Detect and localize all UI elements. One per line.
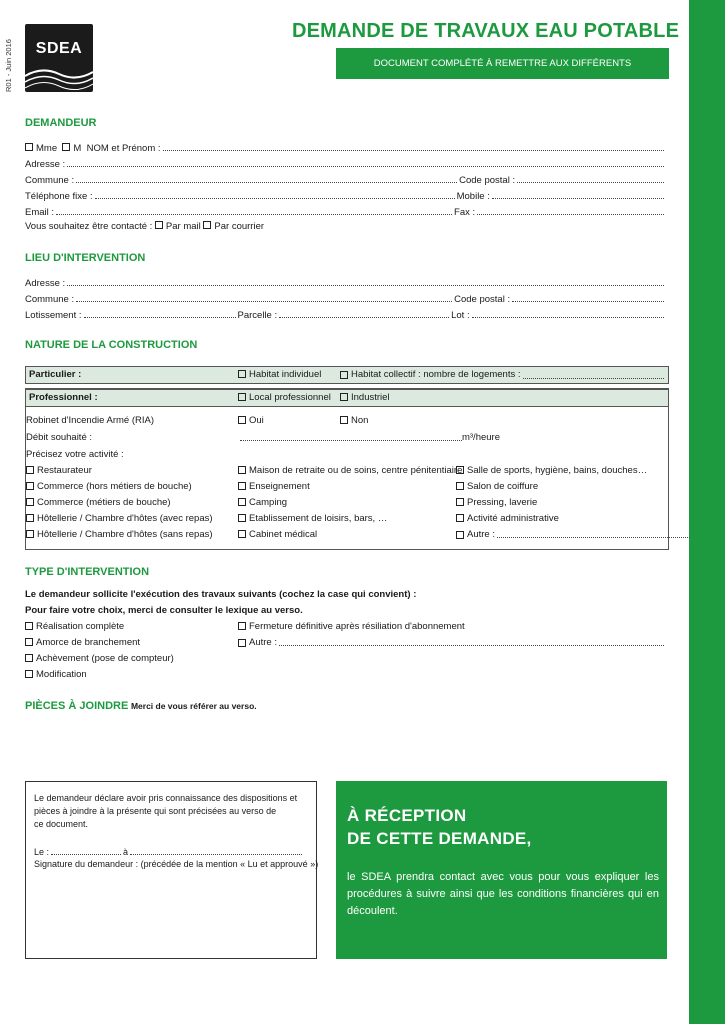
commune-field[interactable]	[76, 173, 457, 183]
parcelle-field[interactable]	[279, 308, 449, 318]
activity-label: Hôtellerie / Chambre d'hôtes (sans repas)	[37, 529, 213, 540]
email-line	[25, 205, 666, 219]
tel-label: Téléphone fixe :	[25, 191, 93, 202]
type-option-label: Amorce de branchement	[36, 637, 141, 648]
subtitle-banner: DOCUMENT COMPLÉTÉ À REMETTRE AUX DIFFÉRENTS DESTINATAIRES	[336, 48, 669, 79]
lotissement-line	[25, 308, 666, 322]
email-label: Email :	[25, 207, 55, 218]
ria-label: Robinet d'Incendie Armé (RIA)	[26, 415, 155, 426]
activity-checkbox[interactable]	[238, 482, 246, 490]
debit-field[interactable]	[240, 431, 462, 441]
commune-line	[25, 173, 666, 187]
type-intro-2: Pour faire votre choix, merci de consulter le lexique au verso.	[25, 605, 303, 616]
ria-oui-checkbox[interactable]	[238, 416, 246, 424]
m-label: M	[73, 143, 82, 154]
type-autre-checkbox[interactable]	[238, 639, 246, 647]
activity-item	[238, 480, 310, 494]
email-field[interactable]	[56, 205, 452, 215]
professionnel-label: Professionnel :	[29, 392, 98, 403]
adresse-label: Adresse :	[25, 159, 66, 170]
reception-panel	[336, 781, 667, 959]
type-option-checkbox[interactable]	[25, 622, 33, 630]
activity-item	[456, 496, 537, 510]
adresse-line	[25, 157, 666, 171]
precisez-label: Précisez votre activité :	[26, 449, 124, 460]
debit-label: Débit souhaité :	[26, 432, 93, 443]
logements-field[interactable]	[523, 368, 664, 379]
activity-item	[456, 464, 647, 478]
type-option-label: Réalisation complète	[36, 621, 125, 632]
type-intro-1: Le demandeur sollicite l'exécution des travaux suivants (cochez la case qui convient) :	[25, 589, 417, 600]
activity-autre-field[interactable]	[497, 528, 690, 538]
date-field[interactable]	[51, 845, 121, 855]
activity-item	[238, 496, 287, 510]
type-autre-field[interactable]	[279, 636, 664, 646]
type-option-checkbox[interactable]	[25, 638, 33, 646]
activity-checkbox[interactable]	[238, 514, 246, 522]
activity-item	[456, 512, 559, 526]
type-option-item	[25, 668, 87, 682]
mme-checkbox[interactable]	[25, 143, 33, 151]
activity-label: Cabinet médical	[249, 529, 318, 540]
side-color-bar	[689, 0, 725, 1024]
lotissement-label: Lotissement :	[25, 310, 82, 321]
type-option-item	[25, 636, 140, 650]
type-option-item	[25, 652, 174, 666]
name-line	[25, 141, 666, 155]
local-pro-label: Local professionnel	[249, 392, 331, 403]
activity-checkbox[interactable]	[456, 531, 464, 539]
habitat-individuel-label: Habitat individuel	[249, 369, 322, 380]
activity-label: Salon de coiffure	[467, 481, 539, 492]
lieu-commune-field[interactable]	[76, 292, 452, 302]
habitat-individuel-checkbox[interactable]	[238, 370, 246, 378]
particulier-label: Particulier :	[29, 369, 82, 380]
activity-checkbox[interactable]	[26, 482, 34, 490]
activity-item	[26, 464, 92, 478]
activity-item	[238, 464, 462, 478]
reception-title-1: À RÉCEPTION	[347, 806, 467, 825]
activity-checkbox[interactable]	[238, 466, 246, 474]
type-option-checkbox[interactable]	[25, 654, 33, 662]
activity-item	[26, 512, 213, 526]
reception-text: le SDEA prendra contact avec vous pour vous expliquer les procédures à suivre ainsi que les conditions financières qui en découlent.	[347, 871, 659, 917]
activity-checkbox[interactable]	[238, 530, 246, 538]
type-option-checkbox[interactable]	[25, 670, 33, 678]
logo-text: SDEA	[35, 40, 83, 57]
type-option-item	[25, 620, 124, 634]
section-pieces-title: PIÈCES À JOINDRE	[25, 700, 129, 712]
lieu-field[interactable]	[130, 845, 302, 855]
ria-non-checkbox[interactable]	[340, 416, 348, 424]
page-title: DEMANDE DE TRAVAUX EAU POTABLE	[292, 20, 680, 42]
activity-item	[238, 512, 387, 526]
habitat-collectif-label: Habitat collectif : nombre de logements :	[351, 369, 521, 380]
activity-item	[238, 528, 317, 542]
section-demandeur-title: DEMANDEUR	[25, 117, 97, 129]
activity-checkbox[interactable]	[456, 498, 464, 506]
logo-wave-icon	[25, 62, 93, 92]
lotissement-field[interactable]	[84, 308, 236, 318]
type-option-label: Achèvement (pose de compteur)	[36, 653, 174, 664]
activity-label: Maison de retraite ou de soins, centre pénitentiaire	[249, 465, 463, 476]
activity-item	[26, 496, 171, 510]
mme-label: Mme	[36, 143, 58, 154]
activity-item	[26, 480, 192, 494]
particulier-row	[25, 366, 669, 384]
mobile-field[interactable]	[492, 189, 664, 199]
lieu-adresse-line	[25, 276, 666, 290]
signature-box	[25, 781, 317, 959]
pieces-note: Merci de vous référer au verso.	[130, 701, 257, 711]
activity-label: Activité administrative	[467, 513, 559, 524]
lieu-adresse-field[interactable]	[67, 276, 664, 286]
fax-field[interactable]	[477, 205, 664, 215]
activity-item	[456, 528, 692, 542]
lieu-adresse-label: Adresse :	[25, 278, 66, 289]
lieu-code-postal-field[interactable]	[512, 292, 664, 302]
section-nature-title: NATURE DE LA CONSTRUCTION	[25, 339, 198, 351]
nom-field[interactable]	[163, 141, 664, 151]
activity-label: Commerce (métiers de bouche)	[37, 497, 171, 508]
le-label: Le :	[34, 847, 50, 857]
par-courrier-checkbox[interactable]	[203, 221, 211, 229]
activity-label: Restaurateur	[37, 465, 92, 476]
lieu-commune-line	[25, 292, 666, 306]
lot-field[interactable]	[472, 308, 664, 318]
mobile-label: Mobile :	[456, 191, 490, 202]
activity-label: Etablissement de loisirs, bars, …	[249, 513, 388, 524]
code-postal-field[interactable]	[517, 173, 664, 183]
sign-text-1: Le demandeur déclare avoir pris connaissance des dispositions et	[34, 793, 298, 803]
activity-label: Camping	[249, 497, 288, 508]
par-mail-checkbox[interactable]	[155, 221, 163, 229]
nom-label: NOM et Prénom :	[86, 143, 161, 154]
activity-checkbox[interactable]	[456, 466, 464, 474]
debit-unit: m³/heure	[461, 432, 500, 443]
sign-text-3: ce document.	[34, 819, 89, 829]
activity-checkbox[interactable]	[26, 498, 34, 506]
activity-label: Autre :	[467, 529, 495, 540]
activity-label: Enseignement	[249, 481, 310, 492]
par-mail-label: Par mail	[165, 221, 201, 232]
professional-details-box	[25, 388, 669, 550]
contact-label: Vous souhaitez être contacté :	[25, 221, 153, 232]
activity-label: Pressing, laverie	[467, 497, 538, 508]
parcelle-label: Parcelle :	[237, 310, 278, 321]
fax-label: Fax :	[454, 207, 476, 218]
habitat-collectif-checkbox[interactable]	[340, 371, 348, 379]
activity-label: Commerce (hors métiers de bouche)	[37, 481, 192, 492]
type-autre-label: Autre :	[249, 637, 277, 648]
lieu-code-postal-label: Code postal :	[454, 294, 511, 305]
adresse-field[interactable]	[67, 157, 664, 167]
par-courrier-label: Par courrier	[214, 221, 265, 232]
activity-checkbox[interactable]	[26, 466, 34, 474]
code-postal-label: Code postal :	[459, 175, 516, 186]
activity-item	[26, 528, 213, 542]
reception-title-2: DE CETTE DEMANDE,	[347, 829, 532, 848]
activity-checkbox[interactable]	[238, 498, 246, 506]
activity-checkbox[interactable]	[26, 530, 34, 538]
sign-text-2: pièces à joindre à la présente qui sont précisées au verso de	[34, 806, 277, 816]
section-type-title: TYPE D'INTERVENTION	[25, 566, 150, 578]
a-label: à	[123, 847, 129, 857]
fermeture-checkbox[interactable]	[238, 622, 246, 630]
lieu-commune-label: Commune :	[25, 294, 75, 305]
activity-item	[456, 480, 538, 494]
fermeture-label: Fermeture définitive après résiliation d'abonnement	[249, 621, 465, 632]
activity-label: Salle de sports, hygiène, bains, douches…	[467, 465, 648, 476]
ria-non-label: Non	[351, 415, 369, 426]
lot-label: Lot :	[451, 310, 470, 321]
sdea-logo	[25, 24, 93, 92]
phone-line	[25, 189, 666, 203]
commune-label: Commune :	[25, 175, 75, 186]
contact-line	[25, 220, 666, 234]
activity-checkbox[interactable]	[456, 514, 464, 522]
type-option-label: Modification	[36, 669, 87, 680]
activity-checkbox[interactable]	[26, 514, 34, 522]
ria-oui-label: Oui	[249, 415, 264, 426]
version-label: R01 - Juin 2016	[4, 39, 13, 92]
activity-label: Hôtellerie / Chambre d'hôtes (avec repas)	[37, 513, 213, 524]
signature-label: Signature du demandeur : (précédée de la mention « Lu et approuvé »)	[34, 859, 319, 869]
m-checkbox[interactable]	[62, 143, 70, 151]
tel-field[interactable]	[95, 189, 455, 199]
section-lieu-title: LIEU D'INTERVENTION	[25, 252, 146, 264]
industriel-label: Industriel	[351, 392, 390, 403]
activity-checkbox[interactable]	[456, 482, 464, 490]
